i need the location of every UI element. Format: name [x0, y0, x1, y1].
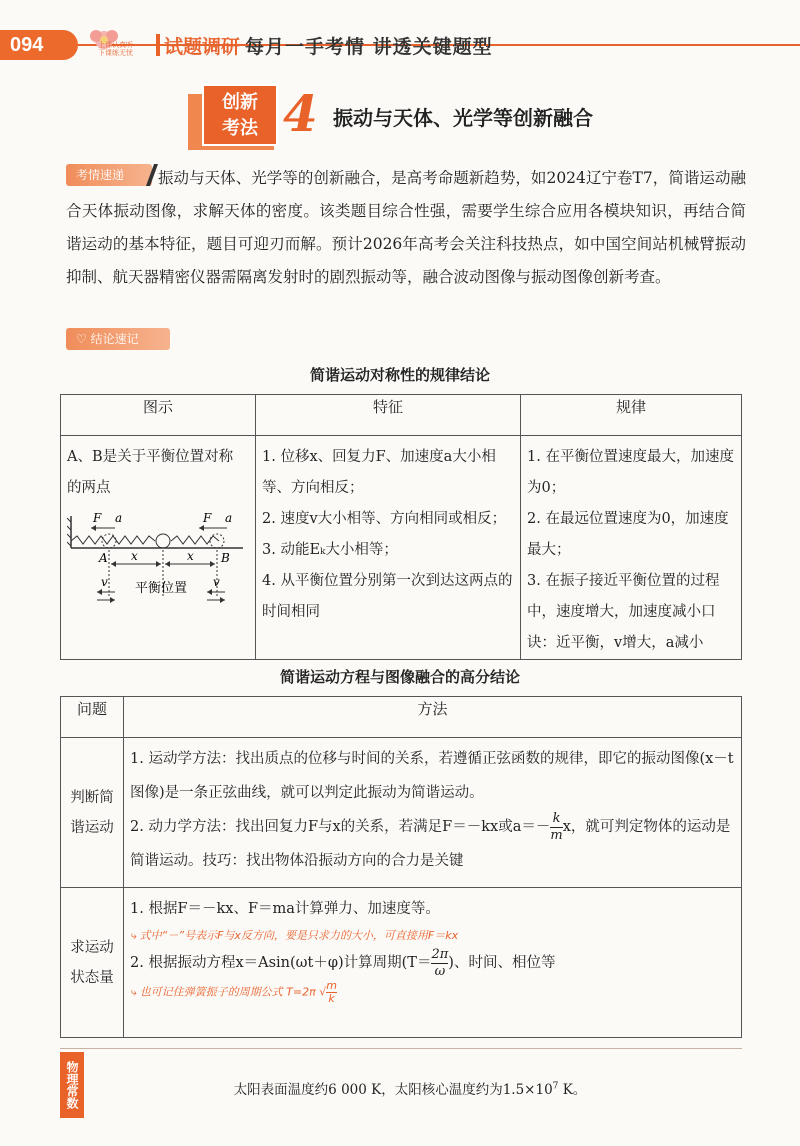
- table1-title: 简谐运动对称性的规律结论: [309, 366, 490, 384]
- feature-item: 2. 速度v大小相等、方向相同或相反；: [262, 511, 507, 527]
- feature-item: 3. 动能Eₖ大小相等；: [262, 542, 398, 558]
- handwritten-note: ⤷ 也可记住弹簧振子的周期公式 T=2π √ $\frac{m}{k}$: [130, 979, 337, 1005]
- method-item: 2. 根据振动方程x＝Asin(ωt＋φ)计算周期(T＝ $\frac{2\pi}{\omega}$ )、时间、相位等: [130, 946, 556, 979]
- rules-cell: [521, 436, 742, 660]
- section-number: 4: [283, 84, 318, 143]
- question-cell: [61, 888, 124, 1038]
- svg-text:F: F: [203, 511, 212, 525]
- question-label: 判断简谐运动: [70, 789, 114, 836]
- features-cell: [256, 436, 521, 660]
- footer-rule: [60, 1048, 742, 1049]
- svg-text:a: a: [225, 511, 233, 525]
- table2-header: 问题: [61, 697, 124, 738]
- fraction: $\frac{2\pi}{\omega}$: [431, 946, 449, 979]
- handwritten-note: ⤷ 式中“－”号表示F与x反方向，要是只求力的大小，可直接用F＝kx: [130, 929, 459, 942]
- rule-item: 2. 在最远位置速度为0，加速度最大；: [527, 511, 729, 558]
- feature-item: 4. 从平衡位置分别第一次到达这两点的时间相同: [262, 573, 513, 620]
- table1-header: 特征: [256, 395, 521, 436]
- svg-text:B: B: [221, 551, 230, 565]
- diamond-icon: ♡: [76, 332, 91, 346]
- header-separator: [156, 34, 160, 56]
- method-table: [60, 696, 742, 1038]
- method-cell: [124, 738, 742, 888]
- spring-oscillator-diagram: [67, 506, 247, 626]
- svg-text:a: a: [115, 511, 123, 525]
- svg-text:v: v: [101, 575, 108, 589]
- method-item: 1. 运动学方法：找出质点的位移与时间的关系，若遵循正弦函数的规律，即它的振动图像(x－t图像)是一条正弦曲线，就可以判定此振动为简谐运动。: [130, 751, 734, 801]
- question-cell: [61, 738, 124, 888]
- rule-item: 1. 在平衡位置速度最大，加速度为0；: [527, 449, 734, 496]
- table2-title: 简谐运动方程与图像融合的高分结论: [279, 668, 520, 686]
- side-tab: 物理常数: [60, 1052, 84, 1118]
- footer-fact: 太阳表面温度约6 000 K，太阳核心温度约为$1.5\times 10^7$ K。: [233, 1081, 587, 1098]
- intro-paragraph: 振动与天体、光学等的创新融合，是高考命题新趋势，如2024辽宁卷T7，简谐运动融合天体振动图像，求解天体的密度。该类题目综合性强，需要学生综合应用各模块知识，再结合简谐运动的基本特征，题目可迎刃而解。预计2026年高考会关注科技热点，如中国空间站机械臂振动抑制、航天器精密仪器需隔离发射时的剧烈振动等，融合波动图像与振动图像创新考查。: [66, 169, 746, 286]
- diagram-caption: A、B是关于平衡位置对称的两点: [67, 449, 234, 496]
- method-item: 1. 根据F＝－kx、F＝ma计算弹力、加速度等。: [130, 901, 440, 917]
- feature-item: 1. 位移x、回复力F、加速度a大小相等、方向相反；: [262, 449, 496, 496]
- svg-text:v: v: [213, 575, 220, 589]
- svg-text:x: x: [187, 549, 194, 563]
- svg-text:F: F: [93, 511, 102, 525]
- method-item: 2. 动力学方法：找出回复力F与x的关系，若满足F＝－kx或a＝－ $\frac{k}{m}$ x，就可判定物体的运动是简谐运动。技巧：找出物体沿振动方向的合力是关键: [130, 810, 731, 869]
- conclusion-tag: [66, 328, 170, 350]
- table1-header: 图示: [61, 395, 256, 436]
- diagram-cell: [61, 436, 256, 660]
- intro-tag: 考情速递: [66, 164, 152, 186]
- rule-item: 3. 在振子接近平衡位置的过程中，速度增大，加速度减小口诀：近平衡，v增大，a减小: [527, 573, 720, 651]
- table1-header: 规律: [521, 395, 742, 436]
- question-label: 求运动状态量: [70, 939, 114, 986]
- badge-line2: 考法: [222, 118, 258, 139]
- symmetry-table: [60, 394, 742, 660]
- badge-line1: 创新: [222, 92, 258, 113]
- page-number: 094: [0, 30, 78, 60]
- fraction: $\frac{k}{m}$: [550, 810, 563, 843]
- method-cell: [124, 888, 742, 1038]
- logo-text: 上课认真听 下课练无忧: [98, 41, 133, 57]
- section-badge: [188, 84, 284, 150]
- svg-text:A: A: [99, 551, 108, 565]
- conclusion-tag-label: 结论速记: [90, 332, 139, 346]
- header-slogan: 每月一手考情 讲透关键题型: [245, 36, 493, 58]
- svg-text:x: x: [131, 549, 138, 563]
- section-title: 振动与天体、光学等创新融合: [333, 106, 593, 130]
- svg-text:平衡位置: 平衡位置: [135, 581, 188, 596]
- table2-header: 方法: [124, 697, 742, 738]
- header-tag: 试题调研: [164, 36, 241, 58]
